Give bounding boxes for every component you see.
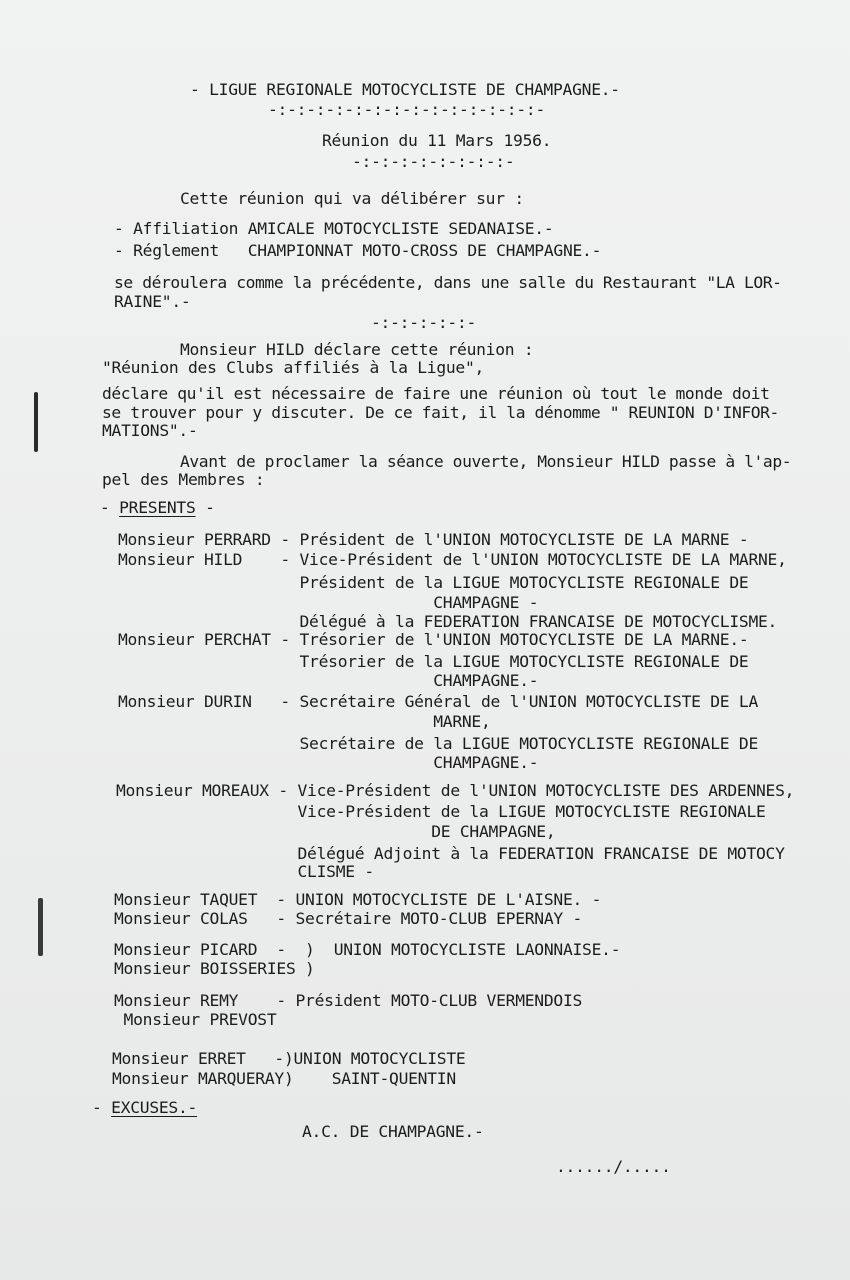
heading-dash: - [195, 498, 215, 517]
presents-line: CHAMPAGNE - [118, 593, 539, 612]
presents-line: Monsieur PICARD - ) UNION MOTOCYCLISTE LAONNAISE.- [114, 940, 621, 959]
agenda-item-affiliation: - Affiliation AMICALE MOTOCYCLISTE SEDANAISE.- [114, 219, 554, 238]
presents-line: MARNE, [118, 712, 491, 731]
presents-heading [100, 498, 215, 517]
presents-line: Monsieur DURIN - Secrétaire Général de l'UNION MOTOCYCLISTE DE LA [118, 692, 758, 711]
presents-line: Monsieur BOISSERIES ) [114, 959, 315, 978]
presents-line: Président de la LIGUE MOTOCYCLISTE REGIONALE DE [118, 573, 749, 592]
presents-line: CHAMPAGNE.- [118, 671, 539, 690]
section-rule: -:-:-:-:-:- [371, 313, 477, 332]
document-title: - LIGUE REGIONALE MOTOCYCLISTE DE CHAMPAGNE.- [190, 80, 620, 99]
presents-line: Monsieur TAQUET - UNION MOTOCYCLISTE DE L'AISNE. - [114, 890, 602, 909]
binder-mark-top [34, 392, 38, 452]
continuation-marker: ....../..... [556, 1157, 671, 1176]
excuses-entry: A.C. DE CHAMPAGNE.- [302, 1122, 484, 1141]
declaration-line: "Réunion des Clubs affiliés à la Ligue", [102, 358, 485, 377]
declaration-line: MATIONS".- [102, 421, 198, 440]
presents-line: Monsieur REMY - Président MOTO-CLUB VERMENDOIS [114, 991, 583, 1010]
title-rule: -:-:-:-:-:-:-:-:-:-:-:-:-:-:- [268, 100, 546, 119]
excuses-heading [92, 1098, 197, 1117]
roll-call-line: Avant de proclamer la séance ouverte, Monsieur HILD passe à l'ap- [180, 452, 792, 471]
heading-dash: - [100, 498, 120, 517]
agenda-item-reglement: - Réglement CHAMPIONNAT MOTO-CROSS DE CHAMPAGNE.- [114, 241, 602, 260]
presents-line: Trésorier de la LIGUE MOTOCYCLISTE REGIONALE DE [118, 652, 749, 671]
binder-mark-bottom [38, 898, 43, 956]
intro-location-line-end: RAINE".- [114, 292, 191, 311]
presents-line: Monsieur MARQUERAY) SAINT-QUENTIN [112, 1069, 456, 1088]
presents-line: CHAMPAGNE.- [118, 753, 539, 772]
roll-call-line: pel des Membres : [102, 470, 265, 489]
heading-text: PRESENTS [119, 498, 196, 517]
heading-dash: - [92, 1098, 112, 1117]
presents-line: CLISME - [116, 862, 374, 881]
date-rule: -:-:-:-:-:-:-:-:- [352, 152, 515, 171]
presents-line: Monsieur COLAS - Secrétaire MOTO-CLUB EPERNAY - [114, 909, 583, 928]
presents-line: Monsieur PERRARD - Président de l'UNION MOTOCYCLISTE DE LA MARNE - [118, 530, 749, 549]
presents-line: Délégué Adjoint à la FEDERATION FRANCAISE DE MOTOCY [116, 844, 785, 863]
presents-line: Monsieur HILD - Vice-Président de l'UNION MOTOCYCLISTE DE LA MARNE, [118, 550, 787, 569]
intro-location-line: se déroulera comme la précédente, dans une salle du Restaurant "LA LOR- [114, 273, 782, 292]
declaration-line: Monsieur HILD déclare cette réunion : [180, 340, 534, 359]
presents-line: Secrétaire de la LIGUE MOTOCYCLISTE REGIONALE DE [118, 734, 758, 753]
presents-line: Délégué à la FEDERATION FRANCAISE DE MOTOCYCLISME. [118, 612, 778, 631]
intro-line: Cette réunion qui va délibérer sur : [180, 189, 524, 208]
declaration-line: se trouver pour y discuter. De ce fait, il la dénomme " REUNION D'INFOR- [102, 403, 779, 422]
presents-line: Monsieur ERRET -)UNION MOTOCYCLISTE [112, 1049, 466, 1068]
presents-line: DE CHAMPAGNE, [116, 822, 556, 841]
meeting-date: Réunion du 11 Mars 1956. [322, 131, 552, 150]
presents-line: Monsieur PREVOST [114, 1010, 277, 1029]
presents-line: Monsieur MOREAUX - Vice-Président de l'UNION MOTOCYCLISTE DES ARDENNES, [116, 781, 795, 800]
declaration-line: déclare qu'il est nécessaire de faire une réunion où tout le monde doit [102, 384, 770, 403]
presents-line: Monsieur PERCHAT - Trésorier de l'UNION MOTOCYCLISTE DE LA MARNE.- [118, 630, 749, 649]
presents-line: Vice-Président de la LIGUE MOTOCYCLISTE REGIONALE [116, 802, 766, 821]
heading-text: EXCUSES.- [111, 1098, 198, 1117]
